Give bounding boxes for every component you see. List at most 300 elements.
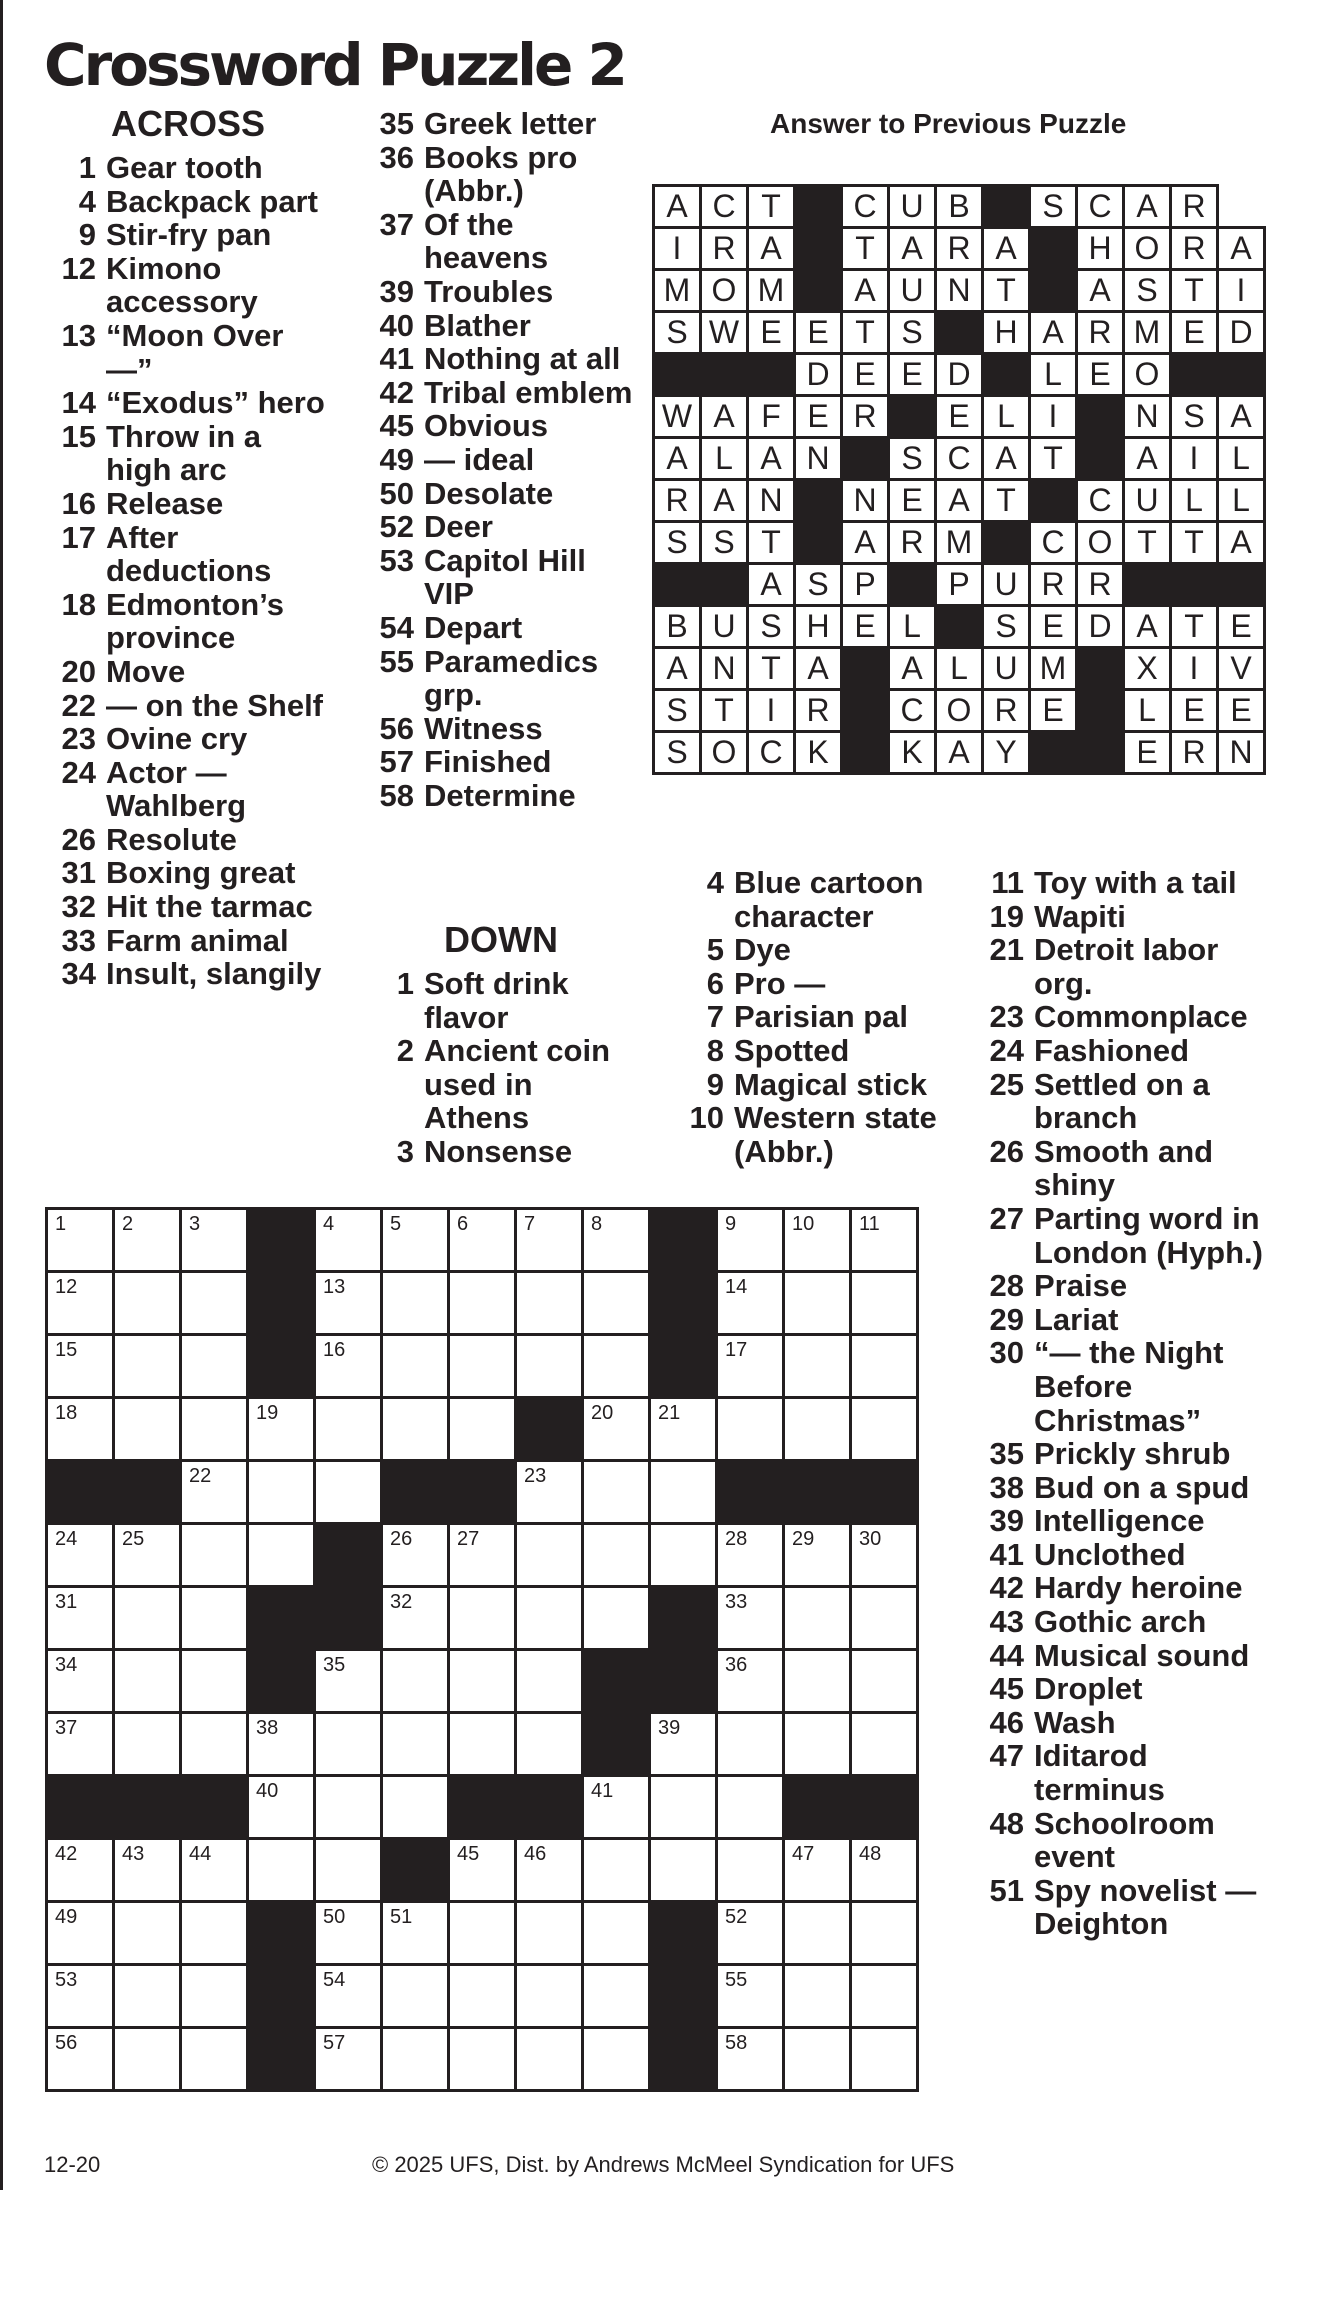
cell-number: 50 [323,1906,346,1928]
grid-cell[interactable] [315,1965,382,2028]
grid-cell[interactable] [449,1335,516,1398]
answer-letter-cell: E [889,480,936,522]
grid-cell[interactable] [851,1209,918,1272]
grid-cell[interactable] [315,1650,382,1713]
clue-number: 34 [61,956,96,992]
cell-number: 46 [524,1843,547,1865]
answer-letter-cell: U [1124,480,1171,522]
grid-cell[interactable] [114,2028,181,2091]
grid-cell[interactable] [181,1272,248,1335]
grid-cell[interactable] [516,1839,583,1902]
grid-cell[interactable] [382,1776,449,1839]
cell-number: 40 [256,1780,279,1802]
grid-cell[interactable] [516,1524,583,1587]
black-square [382,1461,449,1524]
grid-cell[interactable] [717,1902,784,1965]
cell-number: 27 [457,1528,480,1550]
across-heading: ACROSS [111,103,266,144]
grid-cell[interactable] [181,1713,248,1776]
answer-letter-cell: R [842,396,889,438]
answer-letter-cell: A [936,480,983,522]
clue-number: 15 [61,418,96,454]
clue-text: Release [106,485,224,521]
grid-cell[interactable] [47,1398,114,1461]
grid-cell[interactable] [717,1272,784,1335]
answer-letter-cell: U [983,564,1030,606]
grid-cell[interactable] [181,1335,248,1398]
grid-cell[interactable] [382,1965,449,2028]
grid-cell[interactable] [47,1524,114,1587]
grid-cell[interactable] [315,1209,382,1272]
grid-cell[interactable] [583,1587,650,1650]
grid-cell[interactable] [382,1650,449,1713]
grid-cell[interactable] [583,1839,650,1902]
answer-letter-cell: K [889,732,936,774]
grid-cell[interactable] [516,1209,583,1272]
answer-letter-cell: U [889,270,936,312]
black-square [583,1713,650,1776]
clue-text: Dye [734,932,791,968]
answer-black-square [889,564,936,606]
grid-cell[interactable] [717,1524,784,1587]
grid-cell[interactable] [784,1713,851,1776]
grid-cell[interactable] [650,1461,717,1524]
answer-letter-cell: R [1171,228,1218,270]
answer-letter-cell: N [795,438,842,480]
grid-cell[interactable] [784,1587,851,1650]
grid-cell[interactable] [114,1713,181,1776]
grid-row [47,1335,918,1398]
black-square [784,1461,851,1524]
grid-cell[interactable] [315,2028,382,2091]
clue-text: Edmonton’s province [106,586,284,656]
grid-cell[interactable] [114,1902,181,1965]
clue-text: Magical stick [734,1066,927,1102]
answer-black-square [1171,354,1218,396]
grid-cell[interactable] [851,2028,918,2091]
grid-cell[interactable] [181,1839,248,1902]
grid-cell[interactable] [583,1461,650,1524]
grid-cell[interactable] [784,1272,851,1335]
grid-cell[interactable] [181,2028,248,2091]
answer-black-square [983,186,1030,228]
cell-number: 43 [122,1843,145,1865]
black-square [114,1461,181,1524]
cell-number: 54 [323,1969,346,1991]
clue-item [360,141,642,208]
grid-cell[interactable] [516,1587,583,1650]
clue-item [672,866,972,933]
grid-cell[interactable] [248,1713,315,1776]
grid-cell[interactable] [449,1650,516,1713]
grid-cell[interactable] [851,1713,918,1776]
grid-cell[interactable] [114,1398,181,1461]
grid-cell[interactable] [315,1272,382,1335]
grid-cell[interactable] [47,1839,114,1902]
answer-letter-cell: L [1218,438,1265,480]
clue-text: Paramedics grp. [424,643,599,713]
grid-cell[interactable] [315,1713,382,1776]
answer-letter-cell: T [748,522,795,564]
grid-row [47,1839,918,1902]
grid-cell[interactable] [851,1272,918,1335]
clue-number: 33 [61,922,96,958]
black-square [248,1650,315,1713]
black-square [114,1776,181,1839]
clue-number: 6 [706,965,724,1001]
answer-letter-cell: D [936,354,983,396]
grid-cell[interactable] [181,1587,248,1650]
answer-black-square [1124,564,1171,606]
grid-cell[interactable] [181,1398,248,1461]
answer-letter-cell: A [654,438,701,480]
grid-cell[interactable] [583,1335,650,1398]
grid-cell[interactable] [583,1209,650,1272]
grid-cell[interactable] [851,1839,918,1902]
grid-cell[interactable] [449,1587,516,1650]
grid-cell[interactable] [583,1272,650,1335]
grid-cell[interactable] [47,2028,114,2091]
answer-letter-cell: I [1171,648,1218,690]
grid-cell[interactable] [650,1398,717,1461]
answer-row [654,648,1265,690]
answer-letter-cell: T [983,270,1030,312]
grid-cell[interactable] [315,1902,382,1965]
cell-number: 28 [725,1528,748,1550]
answer-letter-cell: H [983,312,1030,354]
answer-letter-cell: N [936,270,983,312]
grid-cell[interactable] [114,1587,181,1650]
clue-text: Move [106,653,186,689]
grid-cell[interactable] [717,1650,784,1713]
clue-text: Droplet [1034,1671,1143,1707]
grid-cell[interactable] [583,1902,650,1965]
clue-text: Unclothed [1034,1536,1186,1572]
answer-black-square [889,396,936,438]
grid-cell[interactable] [449,1272,516,1335]
cell-number: 7 [524,1213,536,1235]
clue-number: 42 [379,374,414,410]
cell-number: 22 [189,1465,212,1487]
answer-letter-cell: A [748,438,795,480]
grid-cell[interactable] [516,1902,583,1965]
cell-number: 15 [55,1339,78,1361]
grid-cell[interactable] [47,1650,114,1713]
answer-letter-cell: L [1171,480,1218,522]
grid-cell[interactable] [382,1713,449,1776]
grid-cell[interactable] [516,1335,583,1398]
grid-cell[interactable] [784,1209,851,1272]
grid-cell[interactable] [449,1713,516,1776]
answer-letter-cell: T [842,228,889,270]
clue-number: 42 [989,1570,1024,1606]
grid-cell[interactable] [717,1398,784,1461]
clue-text: Fashioned [1034,1032,1190,1068]
grid-cell[interactable] [784,1839,851,1902]
clue-number: 12 [61,250,96,286]
grid-cell[interactable] [114,1335,181,1398]
grid-cell[interactable] [181,1524,248,1587]
black-square [248,1965,315,2028]
cell-number: 32 [390,1591,413,1613]
answer-letter-cell: A [654,648,701,690]
clue-number: 26 [989,1133,1024,1169]
answer-black-square [795,270,842,312]
clue-item [966,1000,1266,1034]
clue-text: Nonsense [424,1133,573,1169]
grid-cell[interactable] [650,1524,717,1587]
grid-cell[interactable] [181,1902,248,1965]
answer-letter-cell: A [1218,228,1265,270]
grid-cell[interactable] [784,1650,851,1713]
answer-letter-cell: E [842,606,889,648]
answer-row [654,438,1265,480]
down-clues-column-4 [966,866,1266,1941]
answer-black-square [795,522,842,564]
grid-cell[interactable] [717,1839,784,1902]
clue-text: Farm animal [106,922,289,958]
grid-cell[interactable] [114,1209,181,1272]
grid-cell[interactable] [717,1587,784,1650]
grid-cell[interactable] [382,1335,449,1398]
black-square [851,1776,918,1839]
grid-cell[interactable] [516,1713,583,1776]
previous-answer-grid [652,184,1266,775]
grid-cell[interactable] [181,1965,248,2028]
grid-cell[interactable] [851,1524,918,1587]
clue-item [966,1739,1266,1806]
grid-cell[interactable] [851,1965,918,2028]
answer-letter-cell: U [983,648,1030,690]
answer-letter-cell: A [748,564,795,606]
across-clues-column-2 [360,107,642,812]
clue-number: 3 [396,1133,414,1169]
answer-letter-cell: T [701,690,748,732]
grid-cell[interactable] [114,1965,181,2028]
grid-cell[interactable] [315,1776,382,1839]
cell-number: 35 [323,1654,346,1676]
grid-cell[interactable] [248,1398,315,1461]
answer-letter-cell: E [1030,606,1077,648]
grid-cell[interactable] [382,1398,449,1461]
grid-cell[interactable] [181,1209,248,1272]
answer-letter-cell: W [654,396,701,438]
grid-cell[interactable] [449,1839,516,1902]
grid-cell[interactable] [382,2028,449,2091]
answer-letter-cell: A [701,396,748,438]
answer-letter-cell: E [795,312,842,354]
clue-item [360,510,642,544]
grid-cell[interactable] [449,1524,516,1587]
cell-number: 47 [792,1843,815,1865]
grid-cell[interactable] [516,1965,583,2028]
clue-item [360,779,642,813]
grid-cell[interactable] [382,1587,449,1650]
clue-number: 26 [61,821,96,857]
grid-cell[interactable] [851,1398,918,1461]
answer-letter-cell: S [1171,396,1218,438]
grid-cell[interactable] [382,1272,449,1335]
answer-black-square [983,522,1030,564]
clue-text: Actor — Wahlberg [106,754,247,824]
black-square [851,1461,918,1524]
clue-number: 49 [379,441,414,477]
answer-letter-cell: N [842,480,889,522]
answer-row [654,396,1265,438]
grid-cell[interactable] [47,1272,114,1335]
grid-cell[interactable] [449,1902,516,1965]
grid-cell[interactable] [516,1650,583,1713]
answer-letter-cell: O [1124,354,1171,396]
grid-cell[interactable] [47,1902,114,1965]
grid-cell[interactable] [583,1776,650,1839]
grid-cell[interactable] [784,1902,851,1965]
clue-text: Troubles [424,273,554,309]
grid-cell[interactable] [851,1587,918,1650]
answer-letter-cell: E [1171,312,1218,354]
cell-number: 3 [189,1213,201,1235]
black-square [248,1587,315,1650]
grid-row [47,2028,918,2091]
black-square [248,1272,315,1335]
clue-item [966,1807,1266,1874]
grid-cell[interactable] [114,1524,181,1587]
cell-number: 52 [725,1906,748,1928]
clue-item [44,420,334,487]
clue-text: “Exodus” hero [106,385,325,421]
clue-item [360,376,642,410]
grid-cell[interactable] [516,1272,583,1335]
cell-number: 42 [55,1843,78,1865]
clue-number: 28 [989,1268,1024,1304]
grid-cell[interactable] [248,1776,315,1839]
answer-letter-cell: E [748,312,795,354]
grid-cell[interactable] [114,1839,181,1902]
answer-black-square [748,354,795,396]
clue-item [360,208,642,275]
grid-cell[interactable] [248,1461,315,1524]
cell-number: 33 [725,1591,748,1613]
grid-cell[interactable] [315,1461,382,1524]
grid-cell[interactable] [717,1965,784,2028]
clue-text: Pro — [734,965,826,1001]
grid-cell[interactable] [315,1335,382,1398]
grid-cell[interactable] [449,2028,516,2091]
grid-cell[interactable] [583,1398,650,1461]
grid-cell[interactable] [248,1839,315,1902]
grid-cell[interactable] [47,1965,114,2028]
clue-text: Depart [424,609,523,645]
grid-cell[interactable] [650,1776,717,1839]
answer-letter-cell: N [701,648,748,690]
grid-cell[interactable] [851,1902,918,1965]
grid-cell[interactable] [717,2028,784,2091]
answer-letter-cell: D [1077,606,1124,648]
answer-row [654,522,1265,564]
grid-cell[interactable] [382,1524,449,1587]
grid-row [47,1965,918,2028]
cell-number: 19 [256,1402,279,1424]
grid-cell[interactable] [449,1398,516,1461]
grid-cell[interactable] [583,2028,650,2091]
grid-cell[interactable] [315,1839,382,1902]
grid-cell[interactable] [382,1902,449,1965]
answer-letter-cell: P [842,564,889,606]
answer-letter-cell: C [1077,480,1124,522]
clue-number: 40 [379,307,414,343]
grid-cell[interactable] [717,1335,784,1398]
answer-letter-cell: C [1077,186,1124,228]
grid-cell[interactable] [382,1209,449,1272]
answer-letter-cell: A [983,438,1030,480]
clue-text: Ancient coin used in Athens [424,1033,611,1136]
clue-number: 47 [989,1738,1024,1774]
grid-cell[interactable] [47,1587,114,1650]
grid-cell[interactable] [47,1335,114,1398]
answer-letter-cell: T [1030,438,1077,480]
grid-cell[interactable] [47,1209,114,1272]
grid-cell[interactable] [784,1524,851,1587]
clue-item [966,1639,1266,1673]
clue-number: 27 [989,1200,1024,1236]
grid-cell[interactable] [516,2028,583,2091]
answer-letter-cell: L [1218,480,1265,522]
grid-cell[interactable] [583,1965,650,2028]
grid-cell[interactable] [784,2028,851,2091]
grid-cell[interactable] [181,1650,248,1713]
grid-cell[interactable] [449,1965,516,2028]
answer-letter-cell: W [701,312,748,354]
grid-cell[interactable] [47,1713,114,1776]
grid-cell[interactable] [851,1650,918,1713]
grid-cell[interactable] [851,1335,918,1398]
answer-black-square [983,354,1030,396]
grid-cell[interactable] [717,1713,784,1776]
grid-cell[interactable] [717,1209,784,1272]
clue-number: 19 [989,898,1024,934]
answer-letter-cell: C [1030,522,1077,564]
grid-cell[interactable] [784,1335,851,1398]
grid-cell[interactable] [650,1713,717,1776]
grid-cell[interactable] [449,1209,516,1272]
grid-cell[interactable] [181,1461,248,1524]
cell-number: 41 [591,1780,614,1802]
answer-letter-cell: A [701,480,748,522]
grid-cell[interactable] [114,1272,181,1335]
answer-letter-cell: E [1077,354,1124,396]
grid-cell[interactable] [248,1524,315,1587]
clue-text: Determine [424,777,576,813]
answer-letter-cell: P [936,564,983,606]
grid-cell[interactable] [516,1461,583,1524]
cell-number: 34 [55,1654,78,1676]
answer-letter-cell: C [748,732,795,774]
black-square [650,1272,717,1335]
grid-cell[interactable] [583,1524,650,1587]
grid-cell[interactable] [784,1965,851,2028]
grid-cell[interactable] [650,1839,717,1902]
grid-cell[interactable] [114,1650,181,1713]
grid-cell[interactable] [315,1398,382,1461]
grid-cell[interactable] [717,1776,784,1839]
answer-letter-cell: C [701,186,748,228]
black-square [516,1398,583,1461]
answer-black-square [795,228,842,270]
clue-item [44,924,334,958]
clue-item [966,1135,1266,1202]
answer-letter-cell: S [889,312,936,354]
grid-cell[interactable] [784,1398,851,1461]
